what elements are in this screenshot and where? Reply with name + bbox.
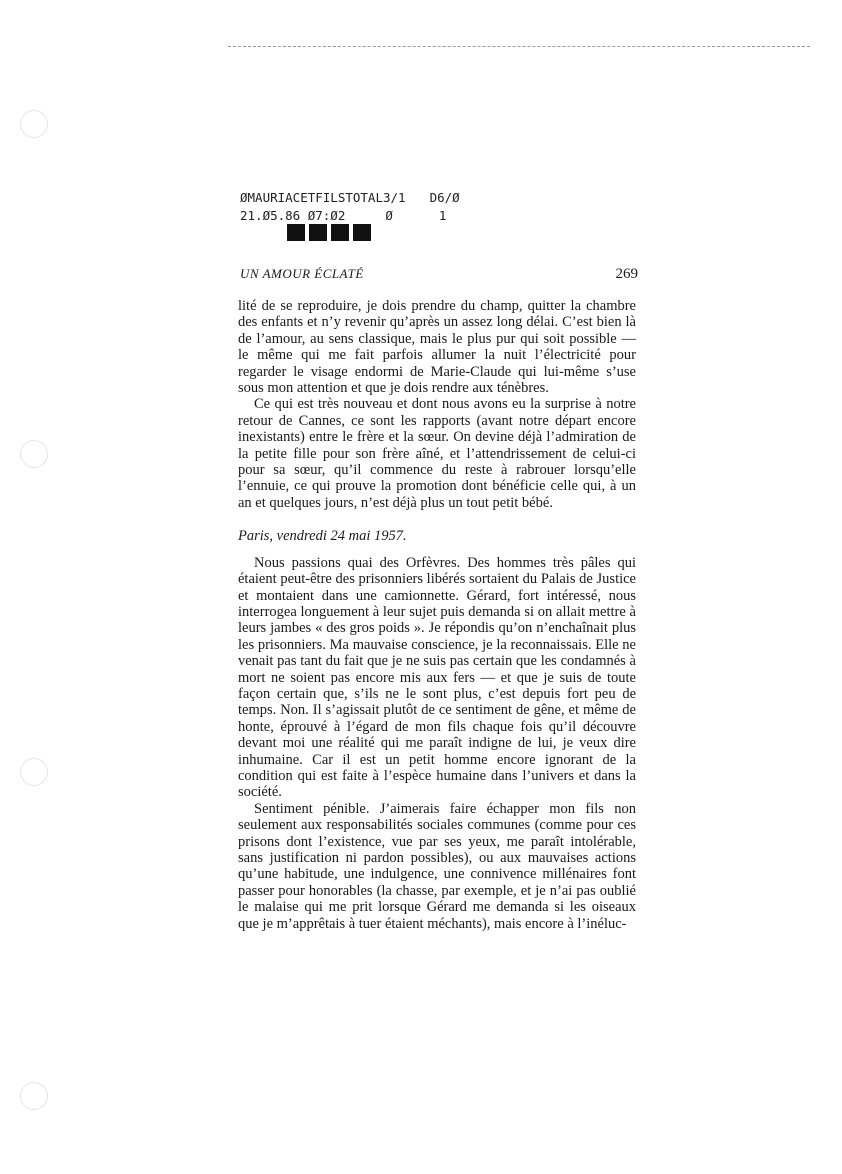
paragraph: Sentiment pénible. J’aimerais faire échapper mon fils non seulement aux responsabilités sociales communes (comme pour ces prisons dont l’existence, vue par ses yeux, me paraît intolérable, sans justification ni pardon possibles), ou aux mauvaises actions qu’une habitude, une indulgence, une connivence millénaires font passer pour honorables (la chasse, par exemple, et je n’ai pas oublié le malaise qui me prit lorsque Gérard me demanda si les oiseaux que je m’apprêtais à tuer étaient méchants), mais encore à l’inéluc- (238, 800, 636, 932)
punch-hole-mark (20, 110, 48, 138)
slug-code: ØMAURIACETFILSTOTAL3/1 (240, 190, 406, 205)
punch-hole-mark (20, 440, 48, 468)
punch-hole-mark (20, 758, 48, 786)
body-text (238, 298, 636, 932)
paragraph: Nous passions quai des Orfèvres. Des hommes très pâles qui étaient peut-être des prisonniers libérés sortaient du Palais de Justice et montaient dans une camionnette. Gérard, fort intéressé, nous interrogea longuement à leur sujet puis demanda si on allait mettre à leurs jambes « des gros poids ». Je répondis qu’on n’enchaînait plus les prisonniers. Ma mauvaise conscience, je la reconnaissais. Elle ne venait pas tant du fait que je ne suis pas certain que les condamnés à mort ne soient pas encore mis aux fers — et que je suis de toute façon certain que, s’ils ne le sont plus, c’est depuis fort peu de temps. Non. Il s’agissait plutôt de ce sentiment de gêne, et même de honte, éprouvé à l’égard de mon fils chaque fois qu’il découvre devant moi une réalité qui me paraît indigne de lui, je veux dire inhumaine. Car il est un petit homme encore ignorant de la condition qui est faite à l’espèce humaine dans l’univers et dans la société. (238, 554, 636, 801)
punch-hole-mark (20, 1082, 48, 1110)
slug-field-b: 1 (438, 208, 447, 223)
print-slug-line-2 (240, 208, 446, 223)
slug-datetime: 21.Ø5.86 Ø7:Ø2 (240, 208, 346, 223)
registration-block (309, 224, 327, 241)
dateline: Paris, vendredi 24 mai 1957. (238, 528, 407, 545)
running-title: UN AMOUR ÉCLATÉ (240, 266, 364, 281)
slug-code-2: D6/Ø (429, 190, 460, 205)
paragraph: Ce qui est très nouveau et dont nous avons eu la surprise à notre retour de Cannes, ce sont les rapports (avant notre départ encore inexistants) entre le frère et la sœur. On devine déjà l’admiration de la petite fille pour son frère aîné, et l’attendrissement de celui-ci pour sa sœur, qu’il commence du reste à rabrouer lorsqu’elle l’ennuie, ce qui prouve la promotion dont bénéficie celle qui, à un an et quelques jours, n’est déjà plus un tout petit bébé. (238, 396, 636, 511)
registration-block (331, 224, 349, 241)
registration-blocks (287, 224, 375, 246)
print-slug-line-1 (240, 190, 460, 205)
top-dashed-rule (228, 46, 810, 47)
paragraph: lité de se reproduire, je dois prendre du champ, quitter la chambre des enfants et n’y revenir qu’après un assez long délai. C’est bien là de l’amour, au sens classique, mais le plus pur qui soit possible — le même qui me fait parfois allumer la nuit l’électricité pour regarder le visage endormi de Marie-Claude qui lui-même s’use sous mon attention et que je dois rendre aux ténèbres. (238, 298, 636, 397)
slug-field-a: Ø (385, 208, 393, 223)
registration-block (353, 224, 371, 241)
running-header (240, 266, 638, 282)
registration-block (287, 224, 305, 241)
page-number: 269 (615, 266, 638, 282)
